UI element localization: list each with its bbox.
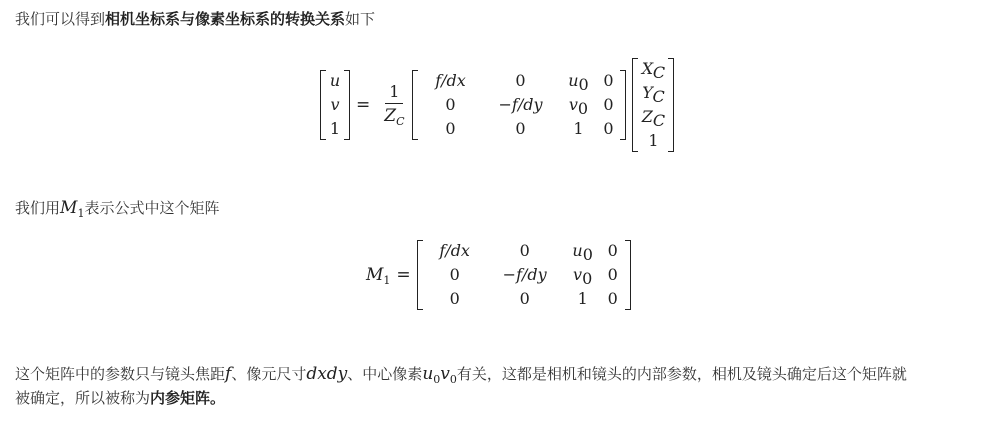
intrinsic-matrix-2: [417, 240, 631, 310]
m-0: 0: [603, 95, 614, 114]
dxdy-symbol: dxdy: [306, 364, 348, 384]
text: 被确定，所以被称为: [15, 389, 151, 407]
m1-description: [15, 196, 219, 222]
m-0: 0: [607, 289, 618, 308]
vec-yc: YC: [642, 83, 665, 106]
m-0: 0: [445, 119, 456, 138]
intro-bold: 相机坐标系与像素坐标系的转换关系: [105, 10, 346, 28]
text: 有关，这都是相机和镜头的内部参数，相机及镜头确定后这个矩阵就: [456, 365, 907, 383]
m-0: 0: [603, 119, 614, 138]
m-u0: u0: [572, 241, 593, 264]
m-0: 0: [607, 241, 618, 260]
frac-denominator: $Z_C$: [384, 105, 405, 128]
para3-line2: [15, 386, 225, 410]
equation-transform: [320, 58, 674, 152]
equals-sign: =: [356, 95, 371, 115]
intrinsic-matrix-1: [412, 70, 626, 140]
camera-vector: [632, 58, 674, 152]
intro-text: [15, 7, 375, 31]
m-0: 0: [519, 241, 530, 260]
vec-xc: XC: [641, 59, 666, 82]
m-1: 1: [577, 289, 588, 308]
m-0: 0: [445, 95, 456, 114]
intro-before: 我们可以得到: [15, 10, 106, 28]
pixel-vector: [320, 70, 350, 140]
text: 、像元尺寸: [231, 365, 307, 383]
m-f-dy: −f/dy: [502, 265, 547, 284]
m-v0: v0: [568, 95, 589, 118]
m-f-dy: −f/dy: [498, 95, 543, 114]
m1-lhs: $M_1$: [366, 265, 391, 287]
m-f-dx: f/dx: [435, 71, 466, 90]
equals-sign: =: [396, 265, 411, 285]
m-v0: v0: [573, 265, 593, 288]
m-0: 0: [449, 265, 460, 284]
vec-1: 1: [329, 119, 341, 138]
m-f-dx: f/dx: [439, 241, 470, 260]
m-0: 0: [515, 71, 526, 90]
text: 这个矩阵中的参数只与镜头焦距: [15, 365, 226, 383]
vec-u: u: [329, 71, 341, 90]
focal-symbol: f: [225, 364, 232, 384]
m-0: 0: [519, 289, 530, 308]
scale-fraction: [384, 81, 404, 130]
vec-1: 1: [648, 131, 659, 150]
vec-zc: ZC: [641, 107, 666, 130]
frac-numerator: 1: [385, 81, 403, 104]
m-1: 1: [573, 119, 584, 138]
text: 、中心像素: [347, 365, 423, 383]
u0v0-symbol: $u_0v_0$: [422, 364, 457, 386]
para3-line1: [15, 362, 907, 388]
equation-m1: [366, 240, 631, 310]
intrinsic-matrix-term: 内参矩阵。: [150, 389, 226, 407]
vec-v: v: [330, 95, 340, 114]
m-0: 0: [449, 289, 460, 308]
line2-after: 表示公式中这个矩阵: [84, 199, 220, 217]
m-u0: u0: [568, 71, 589, 94]
m-0: 0: [603, 71, 614, 90]
line2-before: 我们用: [15, 199, 61, 217]
m-0: 0: [607, 265, 618, 284]
m1-symbol: $M_1$: [60, 198, 85, 220]
m-0: 0: [515, 119, 526, 138]
intro-after: 如下: [345, 10, 376, 28]
